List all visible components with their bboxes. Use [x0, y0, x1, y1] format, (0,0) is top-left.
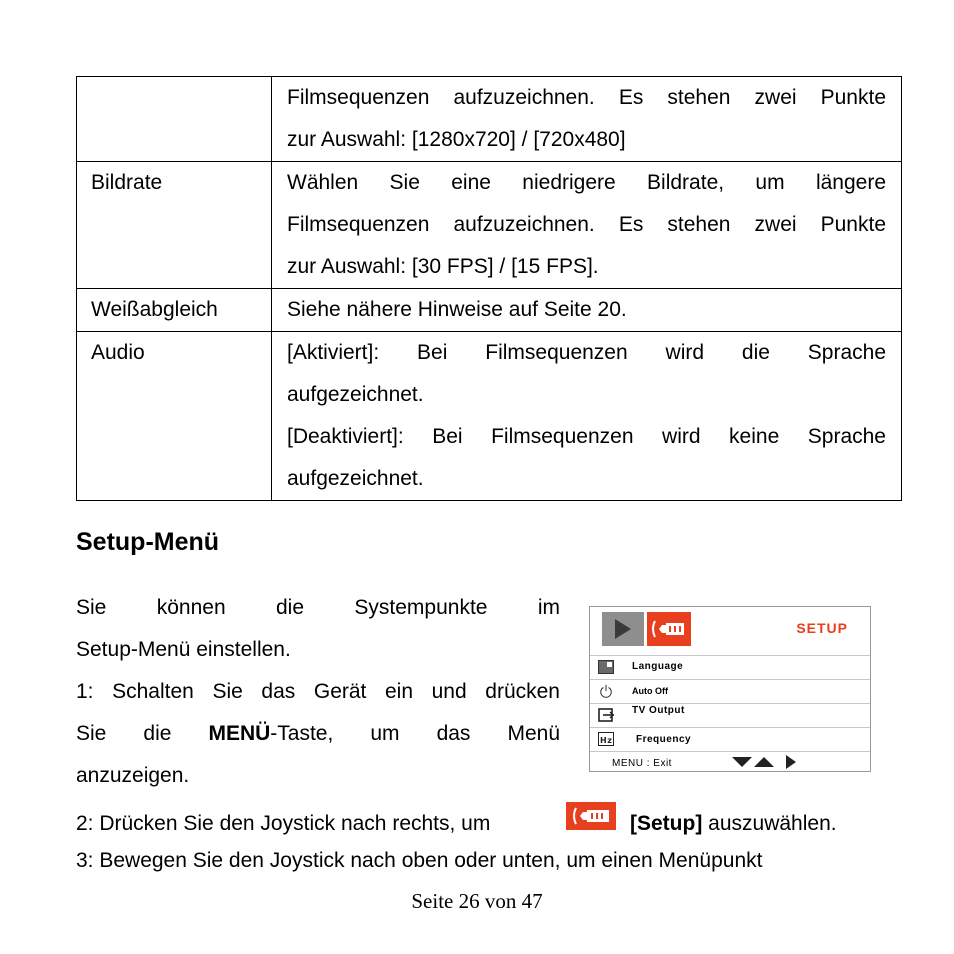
- playback-tab-icon: [602, 612, 644, 646]
- row-label: Weißabgleich: [77, 289, 272, 332]
- description-line: zur Auswahl: [30 FPS] / [15 FPS].: [287, 255, 599, 278]
- row-description: [272, 289, 902, 332]
- intro-line: Sie können die Systempunkte im: [76, 596, 560, 619]
- intro-line: 1: Schalten Sie das Gerät ein und drücken: [76, 680, 560, 703]
- screen-row-label: TV Output: [632, 705, 685, 716]
- screen-row-frequency: [590, 727, 870, 752]
- arrow-up-icon: [754, 757, 774, 767]
- screen-row-language: [590, 655, 870, 680]
- setup-menu-screen: [589, 606, 871, 772]
- screen-row-tv-output: [590, 703, 870, 728]
- screen-title: SETUP: [796, 620, 848, 636]
- table-row: [77, 332, 902, 501]
- intro-paragraph: [76, 587, 560, 797]
- svg-text:Hz: Hz: [600, 736, 613, 745]
- intro-line: Setup-Menü einstellen.: [76, 638, 291, 661]
- setup-tab-icon: [647, 612, 691, 646]
- description-line: Wählen Sie eine niedrigere Bildrate, um längere: [287, 171, 886, 194]
- description-line: Siehe nähere Hinweise auf Seite 20.: [287, 298, 627, 321]
- row-description: [272, 162, 902, 289]
- arrow-right-icon: [786, 755, 796, 769]
- power-icon: [598, 684, 614, 698]
- section-title: Setup-Menü: [76, 528, 220, 556]
- intro-text: -Taste, um das Menü: [270, 722, 560, 745]
- arrow-down-icon: [732, 757, 752, 767]
- step-2-suffix: auszuwählen.: [702, 812, 837, 835]
- setup-key-label: [Setup]: [630, 812, 703, 835]
- row-description: [272, 332, 902, 501]
- language-icon: [598, 660, 614, 674]
- setup-inline-icon: [566, 802, 616, 830]
- menu-exit-label: MENU : Exit: [612, 758, 672, 769]
- table-row: [77, 77, 902, 162]
- navigation-arrows: [732, 754, 798, 770]
- description-line: zur Auswahl: [1280x720] / [720x480]: [287, 128, 626, 151]
- description-line: [Deaktiviert]: Bei Filmsequenzen wird keine Sprache: [287, 425, 886, 448]
- description-line: [Aktiviert]: Bei Filmsequenzen wird die Sprache: [287, 341, 886, 364]
- row-label: [77, 77, 272, 162]
- intro-line: anzuzeigen.: [76, 764, 190, 787]
- screen-footer-bar: [590, 751, 870, 773]
- description-line: Filmsequenzen aufzuzeichnen. Es stehen zwei Punkte: [287, 86, 886, 109]
- step-3-text: 3: Bewegen Sie den Joystick nach oben oder unten, um einen Menüpunkt: [76, 849, 763, 872]
- screen-tab-bar: [590, 607, 870, 655]
- settings-table: [76, 76, 902, 501]
- row-label: Audio: [77, 332, 272, 501]
- row-label: Bildrate: [77, 162, 272, 289]
- screen-row-auto-off: [590, 679, 870, 704]
- page-number: Seite 26 von 47: [411, 889, 543, 913]
- screen-row-label: Auto Off: [632, 686, 668, 696]
- row-description: [272, 77, 902, 162]
- intro-text: Sie die: [76, 722, 209, 745]
- table-row: [77, 162, 902, 289]
- step-2-text: 2: Drücken Sie den Joystick nach rechts, um: [76, 812, 491, 835]
- table-row: [77, 289, 902, 332]
- wrench-icon: [647, 612, 691, 646]
- description-line: aufgezeichnet.: [287, 467, 424, 490]
- screen-row-label: Frequency: [636, 734, 692, 745]
- screen-row-label: Language: [632, 661, 684, 672]
- description-line: Filmsequenzen aufzuzeichnen. Es stehen zwei Punkte: [287, 213, 886, 236]
- description-line: aufgezeichnet.: [287, 383, 424, 406]
- wrench-icon: [566, 802, 616, 830]
- menu-key-label: MENÜ: [208, 722, 271, 745]
- frequency-icon: [598, 732, 614, 746]
- intro-line: [76, 713, 560, 755]
- step-2-tail: [630, 803, 837, 845]
- tv-output-icon: [598, 708, 614, 722]
